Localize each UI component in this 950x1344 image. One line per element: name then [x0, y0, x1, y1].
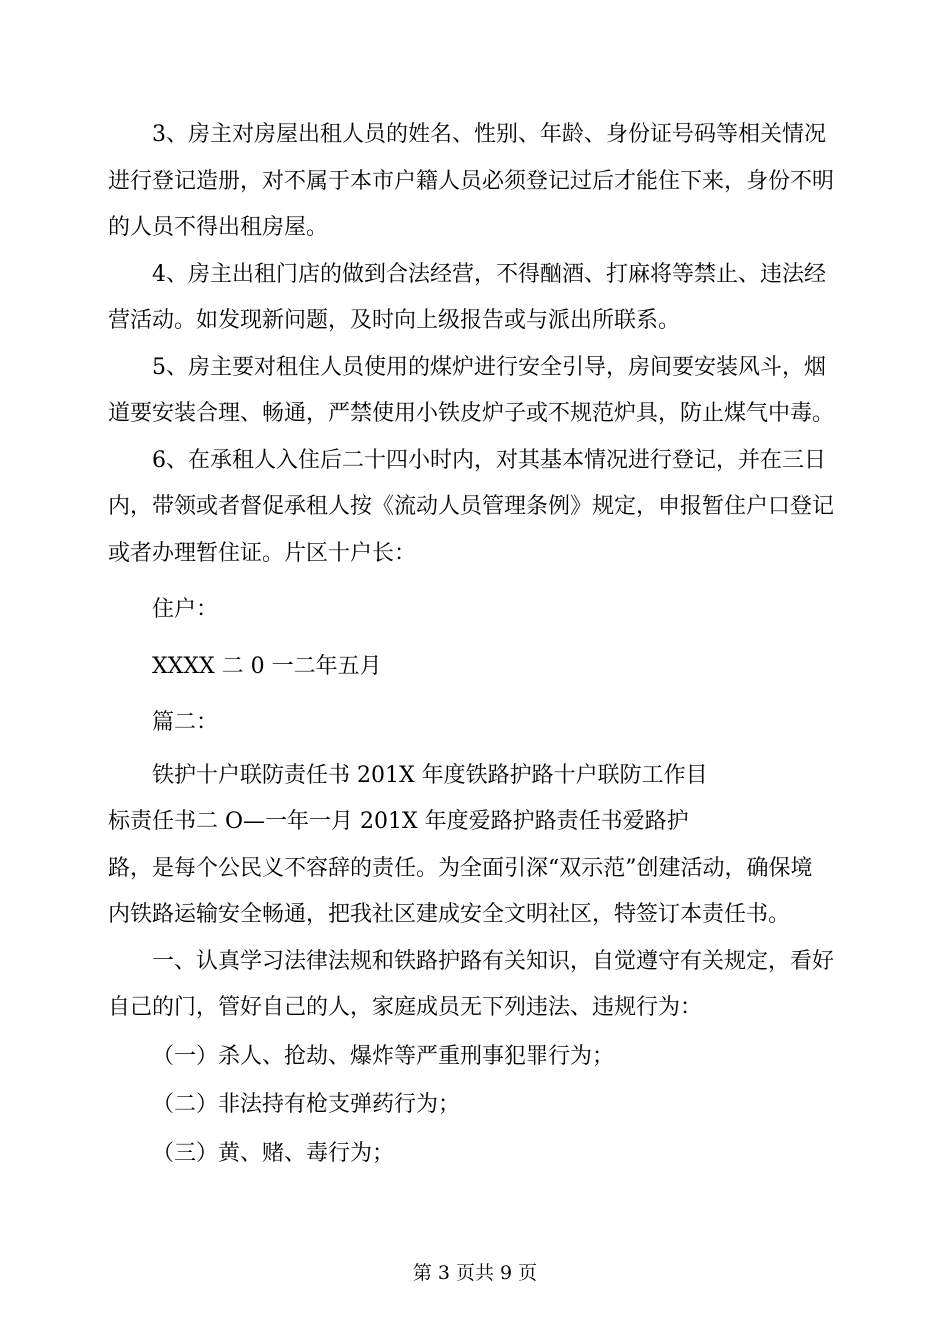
signature-date: XXXX 二 0 一二年五月 — [152, 653, 382, 679]
clause-1: 一、认真学习法律法规和铁路护路有关知识，自觉遵守有关规定，看好自己的门，管好自己的人，家庭成员无下列违法、违规行为： — [108, 948, 835, 1020]
list-item: （三）黄、赌、毒行为； — [152, 1140, 395, 1166]
resident-label: 住户： — [152, 597, 219, 622]
list-item: （一）杀人、抢劫、爆炸等严重刑事犯罪行为； — [152, 1043, 615, 1069]
paragraph-3: 3、房主对房屋出租人员的姓名、性别、年龄、身份证号码等相关情况进行登记造册，对不属于本市户籍人员必须登记过后才能住下来，身份不明的人员不得出租房屋。 — [108, 122, 835, 240]
title-line-1: 铁护十户联防责任书 201X 年度铁路护路十户联防工作目 — [152, 762, 708, 788]
title-line-2: 标责任书二 O—一年一月 201X 年度爱路护路责任书爱路护 — [108, 809, 689, 834]
document-body — [108, 112, 834, 1177]
list-item: （二）非法持有枪支弹药行为； — [152, 1092, 461, 1117]
paragraph-5: 5、房主要对租住人员使用的煤炉进行安全引导，房间要安装风斗，烟道要安装合理、畅通，严禁使用小铁皮炉子或不规范炉具，防止煤气中毒。 — [108, 354, 835, 426]
paragraph-6: 6、在承租人入住后二十四小时内，对其基本情况进行登记，并在三日内，带领或者督促承租人按《流动人员管理条例》规定，申报暂住户口登记或者办理暂住证。片区十户长： — [108, 447, 835, 566]
intro-paragraph: 路，是每个公民义不容辞的责任。为全面引深“双示范”创建活动，确保境内铁路运输安全畅通，把我社区建成安全文明社区，特签订本责任书。 — [108, 855, 813, 927]
page-number: 第 3 页共 9 页 — [412, 1262, 538, 1284]
paragraph-4: 4、房主出租门店的做到合法经营，不得酗酒、打麻将等禁止、违法经营活动。如发现新问题，及时向上级报告或与派出所联系。 — [108, 261, 826, 333]
section-heading: 篇二： — [152, 710, 219, 735]
